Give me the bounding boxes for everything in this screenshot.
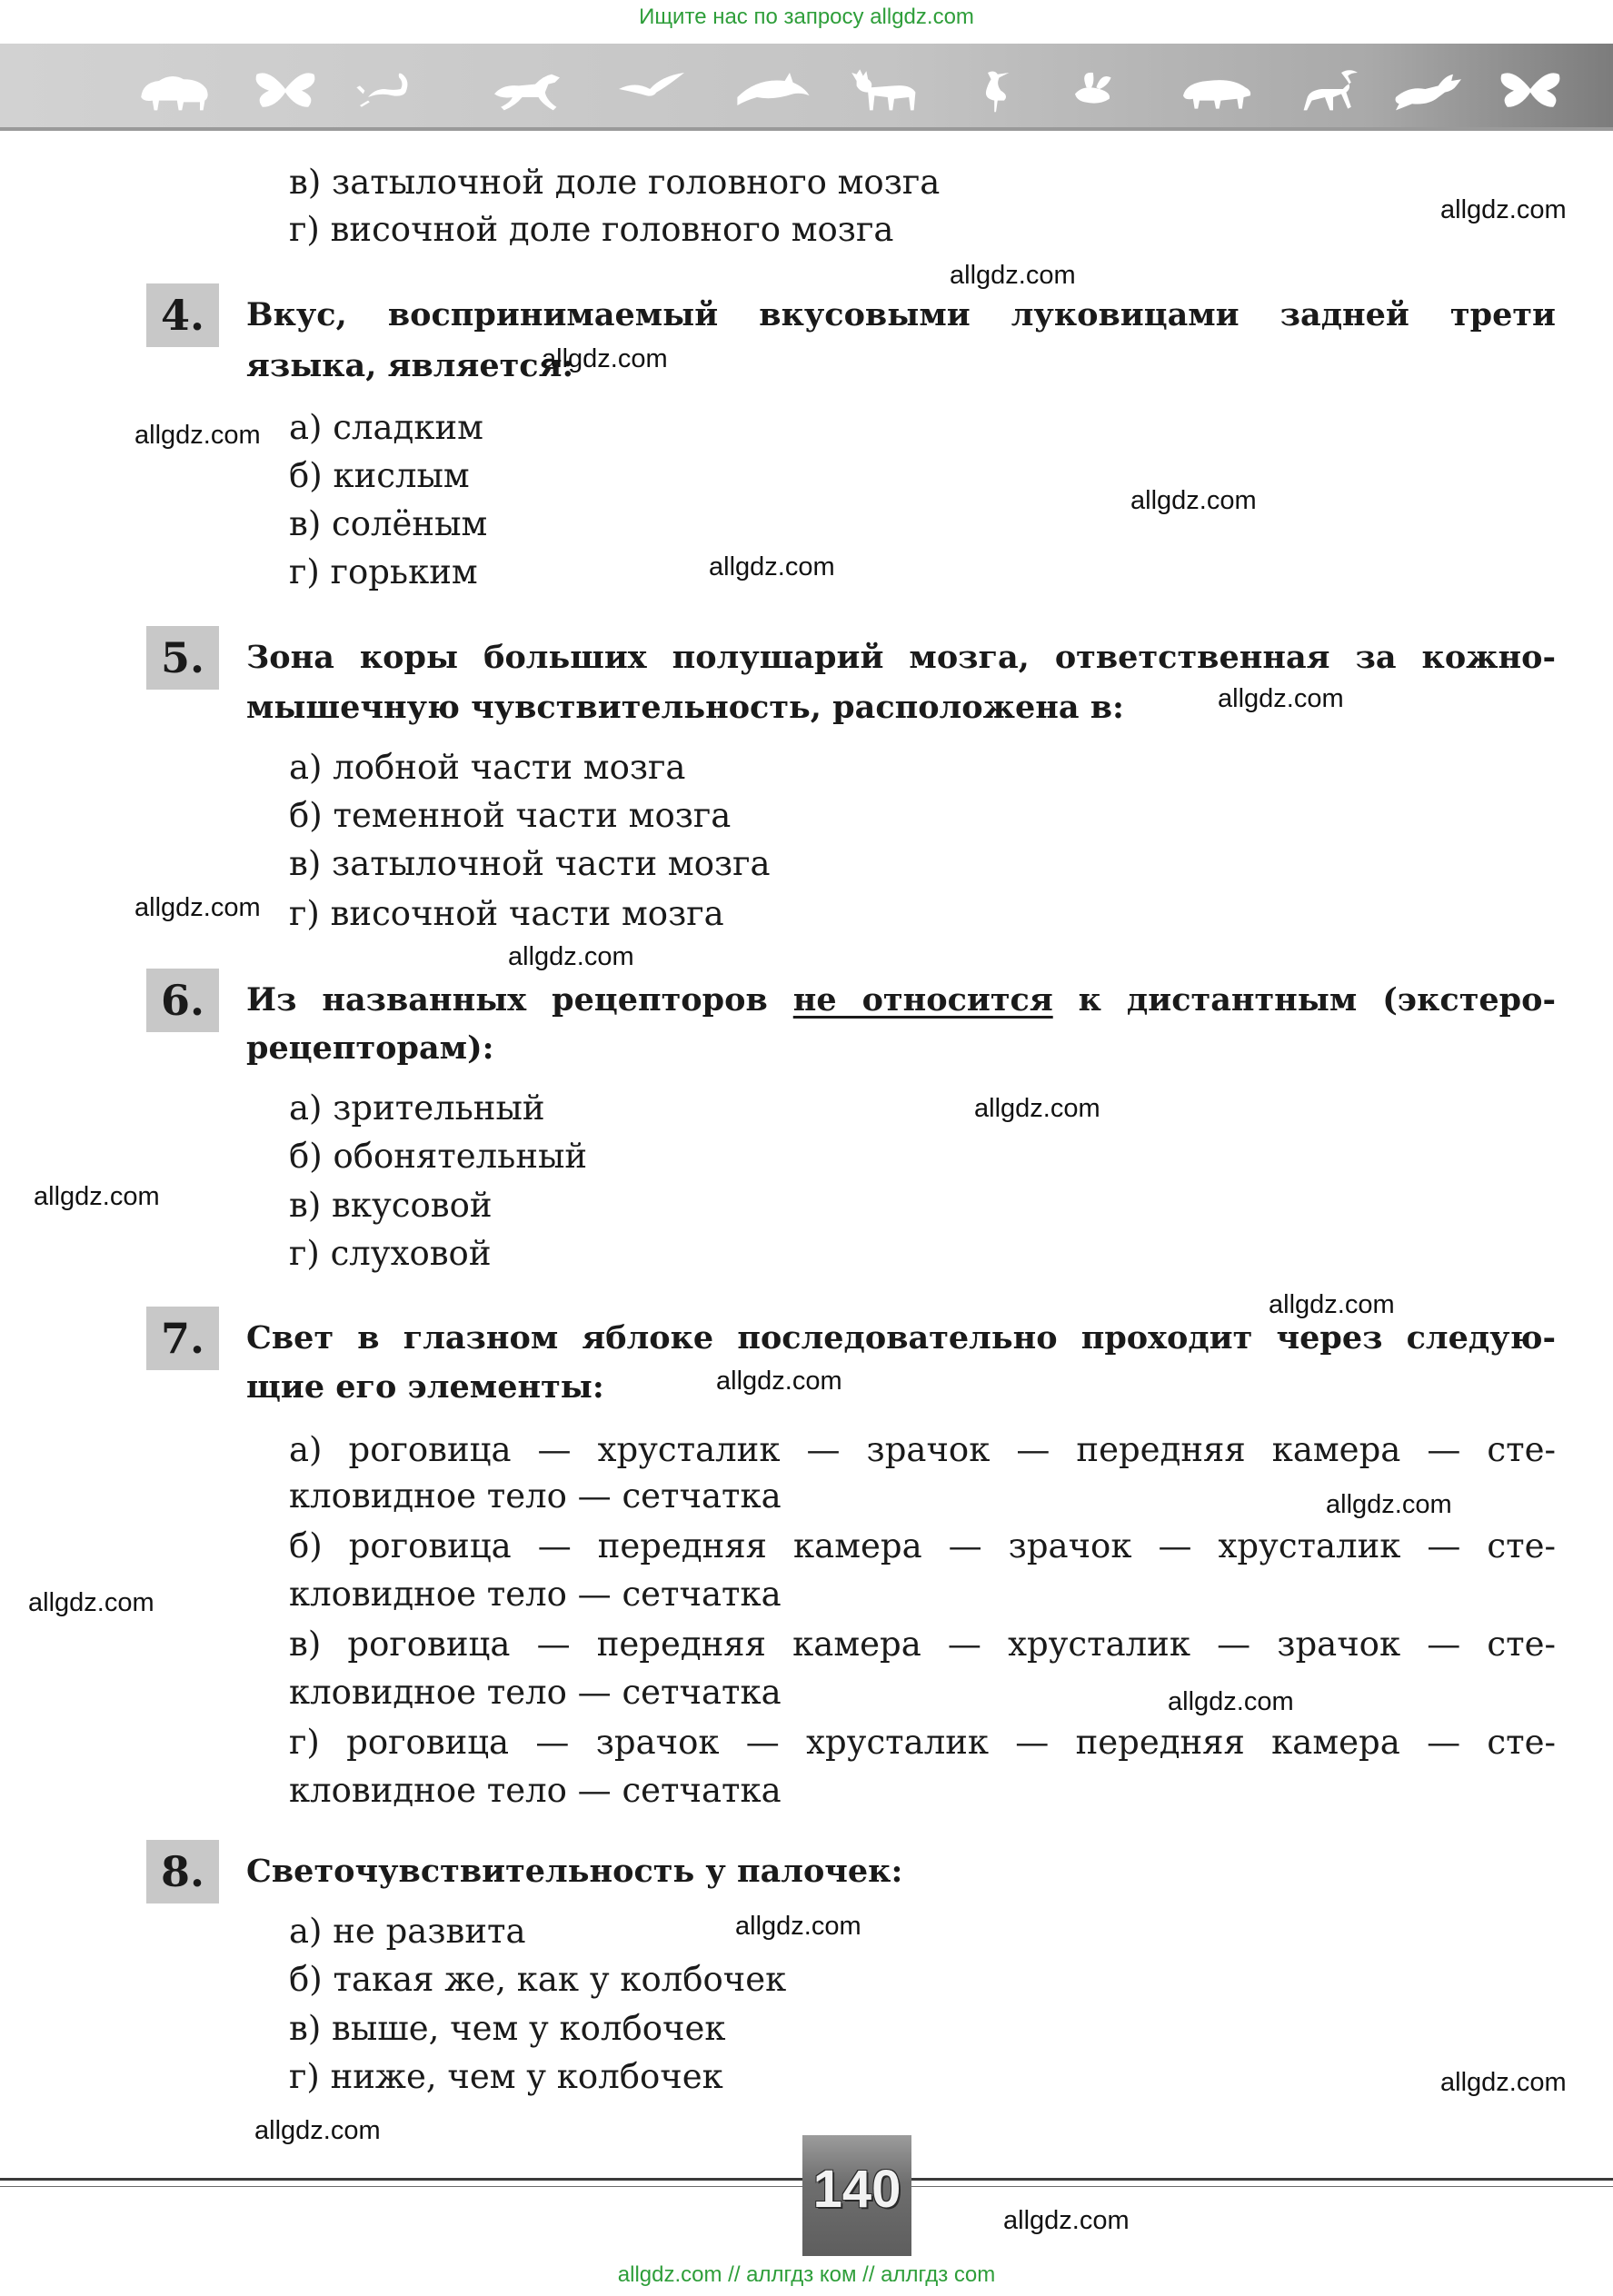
question-text: Зона коры больших полушарий мозга, ответственная за кожно- — [246, 639, 1556, 676]
question-text-part: к дистантным (экстеро- — [1052, 981, 1556, 1019]
option-line: в) затылочной доле головного мозга — [289, 163, 941, 202]
option-line: кловидное тело — сетчатка — [289, 1673, 782, 1712]
footer-links: allgdz.com // аллгдз ком // аллгдз com — [617, 2262, 996, 2287]
top-banner: Ищите нас по запросу allgdz.com — [639, 5, 974, 29]
question-number-box: 8. — [146, 1840, 219, 1903]
option-line: г) роговица — зрачок — хрусталик — передняя камера — сте- — [289, 1723, 1556, 1762]
butterfly-icon — [1489, 62, 1571, 116]
question-text: Светочувствительность у палочек: — [246, 1853, 903, 1890]
watermark: allgdz.com — [134, 421, 261, 450]
option-line: г) ниже, чем у колбочек — [289, 2057, 723, 2096]
bird-icon — [611, 62, 692, 116]
header-shadow — [0, 127, 1613, 131]
question-text: языка, является: — [246, 347, 574, 384]
option-line: а) роговица — хрусталик — зрачок — передняя камера — сте- — [289, 1430, 1556, 1469]
question-number-box: 4. — [146, 283, 219, 347]
option-line: б) такая же, как у колбочек — [289, 1960, 787, 1999]
option-line: г) височной доле головного мозга — [289, 210, 894, 249]
option-line: кловидное тело — сетчатка — [289, 1771, 782, 1810]
watermark: allgdz.com — [1440, 195, 1567, 224]
boar-icon — [1175, 62, 1257, 116]
option-line: кловидное тело — сетчатка — [289, 1575, 782, 1614]
option-line: в) роговица — передняя камера — хрусталик — зрачок — сте- — [289, 1625, 1556, 1664]
watermark: allgdz.com — [254, 2116, 381, 2145]
watermark: allgdz.com — [709, 552, 835, 581]
question-number-box: 7. — [146, 1307, 219, 1370]
watermark: allgdz.com — [1130, 486, 1257, 515]
option-line: б) обонятельный — [289, 1137, 588, 1176]
watermark: allgdz.com — [1003, 2206, 1130, 2235]
watermark: allgdz.com — [1440, 2068, 1567, 2097]
watermark: allgdz.com — [950, 261, 1076, 290]
question-text: Свет в глазном яблоке последовательно проходит через следую- — [246, 1319, 1556, 1357]
scorpion-icon — [352, 62, 433, 116]
horse-icon — [486, 62, 568, 116]
question-text: мышечную чувствительность, расположена в: — [246, 689, 1124, 726]
underlined-emphasis: не относится — [792, 981, 1053, 1019]
rabbit-icon — [1388, 62, 1469, 116]
watermark: allgdz.com — [34, 1182, 160, 1211]
dolphin-icon — [732, 62, 814, 116]
option-line: а) не развита — [289, 1912, 526, 1951]
question-text: Вкус, воспринимаемый вкусовыми луковицами задней трети — [246, 296, 1556, 333]
header-band — [0, 44, 1613, 129]
heron-icon — [955, 62, 1037, 116]
option-line: в) выше, чем у колбочек — [289, 2009, 726, 2048]
watermark: allgdz.com — [716, 1367, 842, 1396]
question-number-box: 5. — [146, 626, 219, 690]
watermark: allgdz.com — [1269, 1290, 1395, 1319]
bison-icon — [134, 62, 216, 116]
watermark: allgdz.com — [1218, 684, 1344, 713]
option-line: г) височной части мозга — [289, 894, 724, 933]
question-text: рецепторам): — [246, 1029, 494, 1067]
watermark: allgdz.com — [508, 942, 634, 971]
option-line: б) теменной части мозга — [289, 796, 732, 835]
option-line: а) сладким — [289, 408, 483, 447]
option-line: в) затылочной части мозга — [289, 844, 771, 883]
option-line: а) лобной части мозга — [289, 748, 686, 787]
option-line: в) вкусовой — [289, 1186, 493, 1225]
question-number-box: 6. — [146, 969, 219, 1032]
goat-icon — [1292, 62, 1374, 116]
watermark: allgdz.com — [1168, 1687, 1294, 1716]
watermark: allgdz.com — [1326, 1490, 1452, 1519]
question-text-part: Из названных рецепторов — [246, 981, 793, 1019]
option-line: кловидное тело — сетчатка — [289, 1476, 782, 1516]
watermark: allgdz.com — [28, 1588, 154, 1617]
watermark: allgdz.com — [974, 1094, 1100, 1123]
option-line: г) горьким — [289, 552, 478, 591]
watermark: allgdz.com — [735, 1912, 861, 1941]
option-line: б) кислым — [289, 456, 470, 495]
butterfly-icon — [244, 62, 326, 116]
watermark: allgdz.com — [542, 344, 668, 373]
option-line: б) роговица — передняя камера — зрачок — хрусталик — сте- — [289, 1526, 1556, 1565]
option-line: в) солёным — [289, 504, 488, 543]
question-text — [246, 977, 1556, 1024]
watermark: allgdz.com — [134, 893, 261, 922]
option-line: г) слуховой — [289, 1234, 492, 1273]
page-number: 140 — [812, 2160, 901, 2219]
bee-icon — [1050, 62, 1132, 116]
question-text: щие его элементы: — [246, 1368, 604, 1406]
option-line: а) зрительный — [289, 1088, 545, 1128]
moose-icon — [845, 62, 927, 116]
